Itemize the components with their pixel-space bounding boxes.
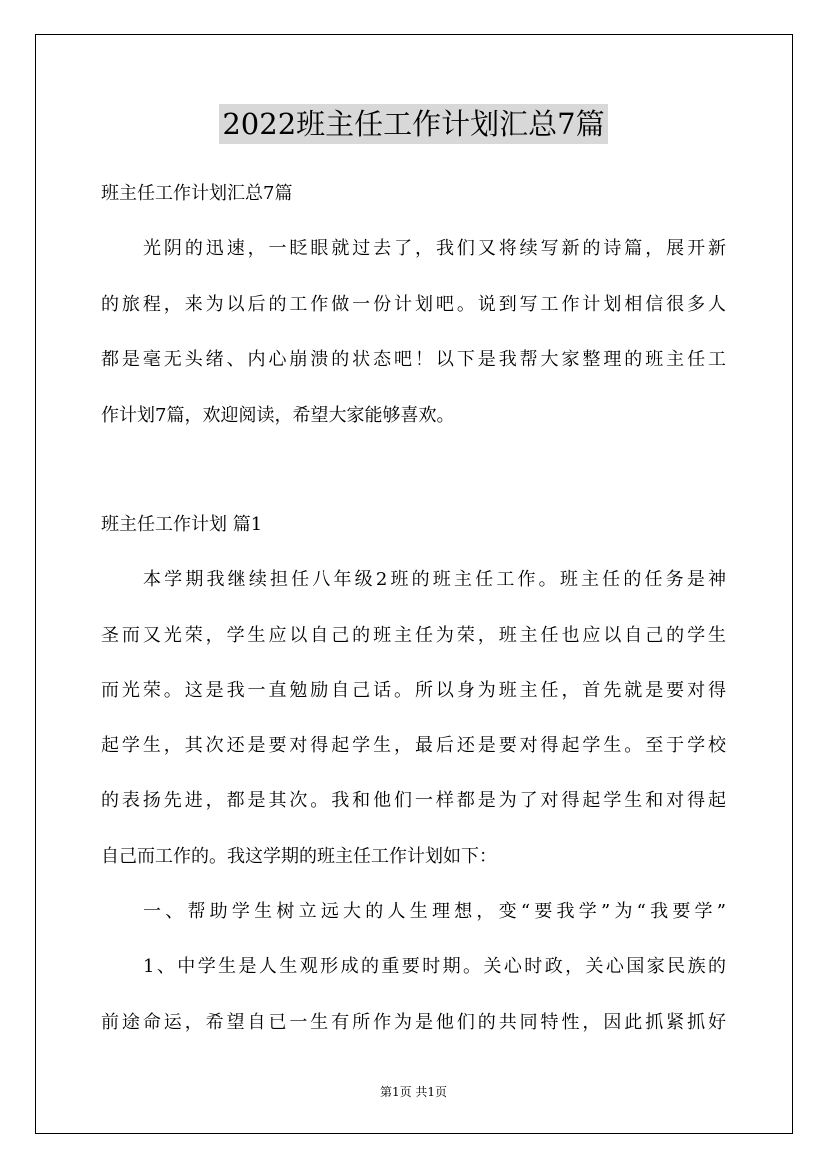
point1-line-2: 前途命运，希望自已一生有所作为是他们的共同特性，因此抓紧抓好 xyxy=(101,1012,726,1033)
section1-line-2: 圣而又光荣，学生应以自己的班主任为荣，班主任也应以自己的学生 xyxy=(101,625,726,646)
intro-line-4: 作计划7篇，欢迎阅读，希望大家能够喜欢。 xyxy=(101,405,455,426)
page-footer: 第1页 共1页 xyxy=(379,1085,448,1099)
point1-line-1: 1、中学生是人生观形成的重要时期。关心时政，关心国家民族的 xyxy=(143,956,726,977)
section1-line-1: 本学期我继续担任八年级2班的班主任工作。班主任的任务是神 xyxy=(143,569,726,590)
document-subtitle: 班主任工作计划汇总7篇 xyxy=(101,183,293,204)
point1-heading: 一、帮助学生树立远大的人生理想，变“要我学”为“我要学” xyxy=(143,901,726,922)
section1-line-3: 而光荣。这是我一直勉励自己话。所以身为班主任，首先就是要对得 xyxy=(101,680,726,701)
intro-line-3: 都是毫无头绪、内心崩溃的状态吧！以下是我帮大家整理的班主任工 xyxy=(101,349,726,370)
intro-line-2: 的旅程，来为以后的工作做一份计划吧。说到写工作计划相信很多人 xyxy=(101,294,726,315)
document-title: 2022班主任工作计划汇总7篇 xyxy=(219,104,607,144)
title-container xyxy=(0,104,827,144)
section1-line-6: 自己而工作的。我这学期的班主任工作计划如下： xyxy=(101,846,497,867)
section1-line-5: 的表扬先进，都是其次。我和他们一样都是为了对得起学生和对得起 xyxy=(101,790,726,811)
intro-line-1: 光阴的迅速，一眨眼就过去了，我们又将续写新的诗篇，展开新 xyxy=(143,238,726,259)
section-heading: 班主任工作计划 篇1 xyxy=(101,514,263,535)
section1-line-4: 起学生，其次还是要对得起学生，最后还是要对得起学生。至于学校 xyxy=(101,735,726,756)
